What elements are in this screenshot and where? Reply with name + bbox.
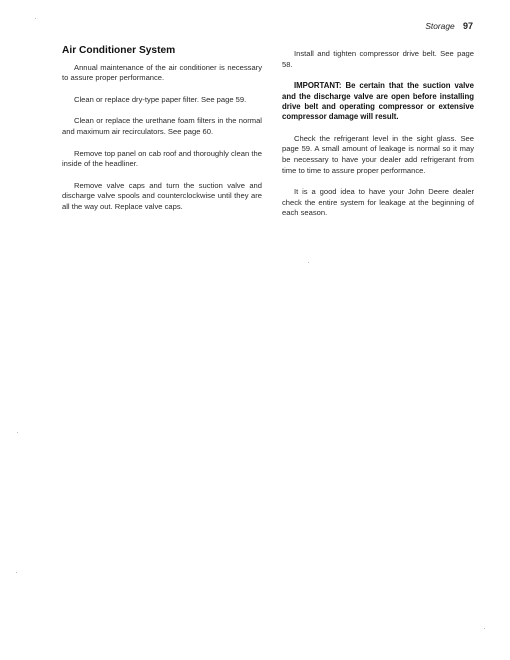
- scan-speck: [17, 432, 18, 433]
- paragraph-headliner: Remove top panel on cab roof and thoroughly clean the inside of the headliner.: [62, 148, 262, 169]
- paragraph-dealer-check: It is a good idea to have your John Deere dealer check the entire system for leakage at the beginning of each season.: [282, 187, 474, 218]
- scan-speck: [484, 628, 485, 629]
- paragraph-valve-caps: Remove valve caps and turn the suction valve and discharge valve spools and counterclockwise until they are all the way out. Replace valve caps.: [62, 180, 262, 211]
- important-notice: IMPORTANT: Be certain that the suction valve and the discharge valve are open before installing drive belt and operating compressor or extensive compressor damage will result.: [282, 81, 474, 122]
- paragraph-refrigerant-level: Check the refrigerant level in the sight glass. See page 59. A small amount of leakage is normal so it may be necessary to have your dealer add refrigerant from time to time to assure proper performance.: [282, 133, 474, 175]
- section-heading: Air Conditioner System: [62, 45, 176, 56]
- right-column: [282, 49, 474, 230]
- scan-speck: [308, 262, 309, 263]
- scan-speck: [35, 18, 36, 19]
- page-header: [425, 21, 473, 31]
- running-head: Storage: [425, 21, 455, 31]
- left-column: [62, 46, 262, 224]
- paragraph-annual-maintenance: Annual maintenance of the air conditioner is necessary to assure proper performance.: [62, 62, 262, 83]
- paragraph-foam-filters: Clean or replace the urethane foam filters in the normal and maximum air recirculators. See page 60.: [62, 116, 262, 136]
- paragraph-paper-filter: Clean or replace dry-type paper filter. See page 59.: [74, 94, 247, 104]
- scan-speck: [16, 572, 17, 573]
- paragraph-drive-belt: Install and tighten compressor drive belt. See page 58.: [282, 49, 474, 69]
- page-number: 97: [462, 21, 473, 31]
